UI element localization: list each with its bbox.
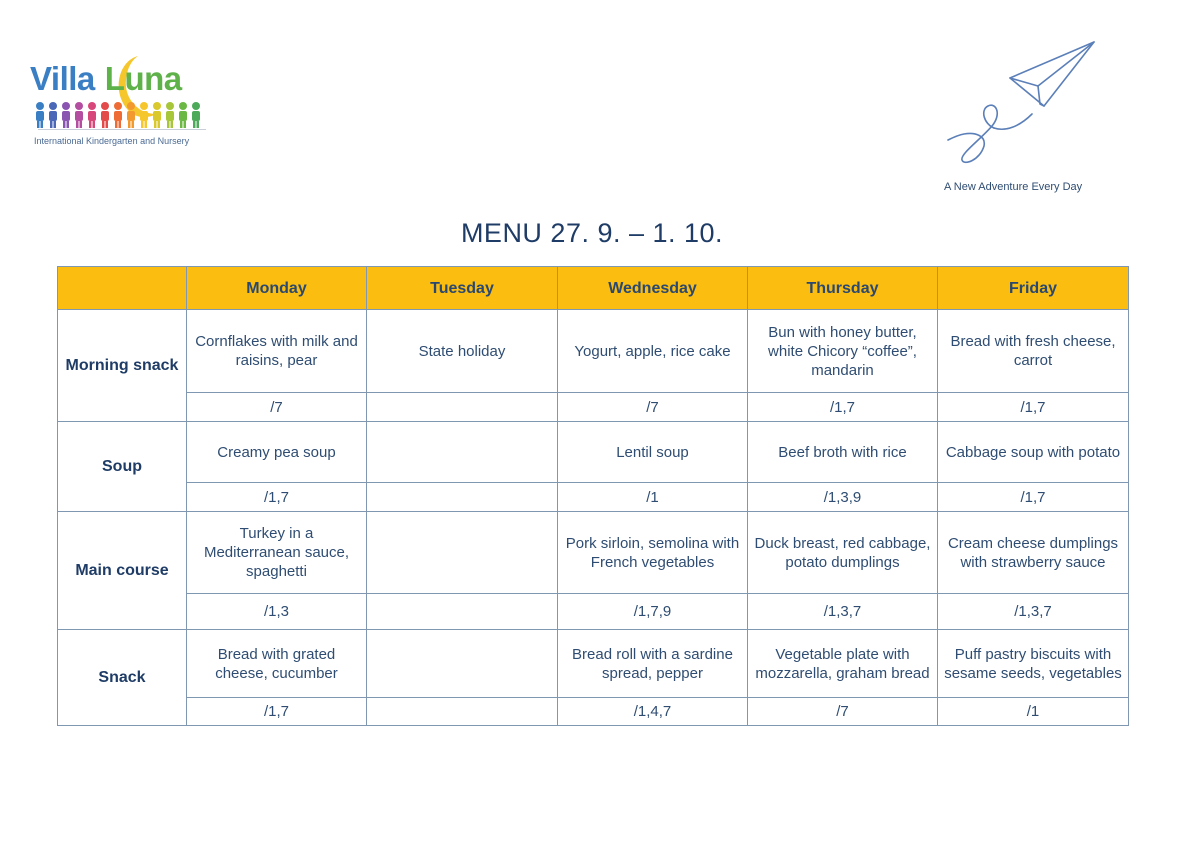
dish-cell: Puff pastry biscuits with sesame seeds, vegetables: [938, 630, 1129, 698]
logo-subtitle: International Kindergarten and Nursery: [34, 136, 190, 146]
dish-cell: Creamy pea soup: [187, 422, 367, 483]
dish-cell: Beef broth with rice: [748, 422, 938, 483]
table-row: [58, 630, 1129, 698]
table-header-row: [58, 267, 1129, 310]
allergen-cell: /1,7: [748, 393, 938, 422]
logo: [30, 52, 210, 152]
logo-name-part2: Luna: [104, 60, 182, 97]
allergen-cell: /7: [748, 698, 938, 726]
allergen-cell: /1,7: [938, 483, 1129, 512]
row-label-morning-snack: Morning snack: [58, 310, 187, 422]
allergen-cell: /1: [938, 698, 1129, 726]
allergen-row: [58, 483, 1129, 512]
allergen-cell: /1,3: [187, 594, 367, 630]
dish-cell: Lentil soup: [558, 422, 748, 483]
allergen-cell: /1,7: [187, 698, 367, 726]
table-row: [58, 422, 1129, 483]
allergen-cell: /1,7: [187, 483, 367, 512]
page-title: MENU 27. 9. – 1. 10.: [460, 218, 724, 248]
allergen-cell: [367, 483, 558, 512]
allergen-cell: /1,7: [938, 393, 1129, 422]
header-friday: Friday: [938, 267, 1129, 310]
allergen-cell: [367, 594, 558, 630]
dish-cell: Yogurt, apple, rice cake: [558, 310, 748, 393]
row-label-main-course: Main course: [58, 512, 187, 630]
header-corner: [58, 267, 187, 310]
logo-wordmark: [30, 60, 182, 98]
row-label-snack: Snack: [58, 630, 187, 726]
allergen-cell: /7: [558, 393, 748, 422]
dish-cell: Cream cheese dumplings with strawberry sauce: [938, 512, 1129, 594]
allergen-cell: [367, 698, 558, 726]
paper-plane-icon: [940, 36, 1110, 168]
row-label-soup: Soup: [58, 422, 187, 512]
allergen-row: [58, 594, 1129, 630]
allergen-cell: /1,7,9: [558, 594, 748, 630]
table-row: [58, 310, 1129, 393]
allergen-cell: /1,3,9: [748, 483, 938, 512]
header-thursday: Thursday: [748, 267, 938, 310]
allergen-cell: /7: [187, 393, 367, 422]
dish-cell: [367, 630, 558, 698]
table-row: [58, 512, 1129, 594]
children-row-icon: [34, 100, 210, 130]
tagline: A New Adventure Every Day: [944, 181, 1083, 193]
header-wednesday: Wednesday: [558, 267, 748, 310]
allergen-cell: /1: [558, 483, 748, 512]
allergen-cell: /1,4,7: [558, 698, 748, 726]
dish-cell: Vegetable plate with mozzarella, graham bread: [748, 630, 938, 698]
dish-cell: Bread with grated cheese, cucumber: [187, 630, 367, 698]
allergen-cell: /1,3,7: [938, 594, 1129, 630]
allergen-row: [58, 698, 1129, 726]
dish-cell: Bread roll with a sardine spread, pepper: [558, 630, 748, 698]
logo-name-part1: Villa: [30, 60, 95, 97]
header-tuesday: Tuesday: [367, 267, 558, 310]
dish-cell: State holiday: [367, 310, 558, 393]
menu-table: [57, 266, 1129, 726]
dish-cell: Cabbage soup with potato: [938, 422, 1129, 483]
dish-cell: Bread with fresh cheese, carrot: [938, 310, 1129, 393]
dish-cell: [367, 422, 558, 483]
dish-cell: Pork sirloin, semolina with French vegetables: [558, 512, 748, 594]
dish-cell: Cornflakes with milk and raisins, pear: [187, 310, 367, 393]
dish-cell: Bun with honey butter, white Chicory “coffee”, mandarin: [748, 310, 938, 393]
allergen-cell: /1,3,7: [748, 594, 938, 630]
header-monday: Monday: [187, 267, 367, 310]
dish-cell: [367, 512, 558, 594]
dish-cell: Turkey in a Mediterranean sauce, spaghetti: [187, 512, 367, 594]
dish-cell: Duck breast, red cabbage, potato dumplings: [748, 512, 938, 594]
allergen-cell: [367, 393, 558, 422]
allergen-row: [58, 393, 1129, 422]
